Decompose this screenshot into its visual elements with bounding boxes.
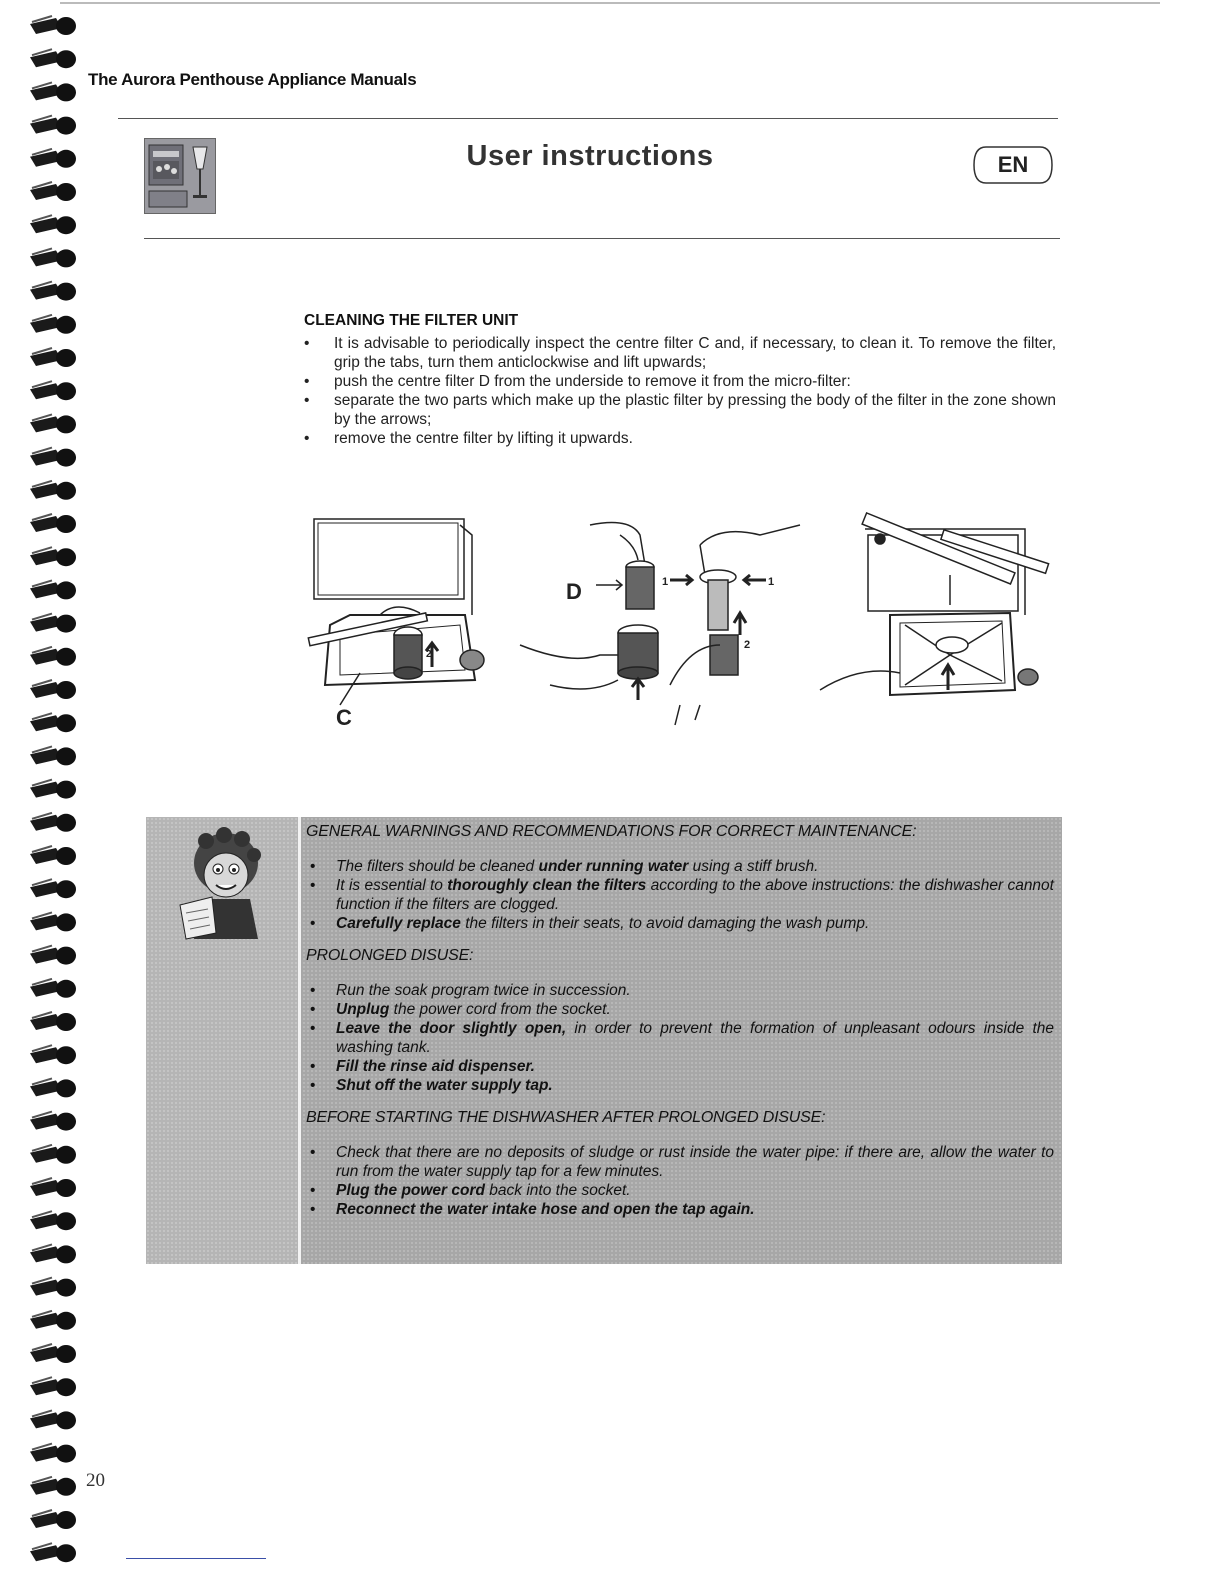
binding-ring-icon: [30, 1311, 76, 1330]
binding-ring-icon: [30, 149, 76, 168]
binding-ring-icon: [30, 713, 76, 732]
language-code: EN: [997, 152, 1029, 177]
binding-ring-icon: [30, 215, 76, 234]
binding-ring-icon: [30, 547, 76, 566]
list-item: • separate the two parts which make up the plastic filter by pressing the body of the filter in the zone shown by the arrows;: [304, 391, 1056, 429]
spiral-binding: [22, 8, 92, 1584]
cleaning-section: [304, 312, 1056, 448]
warnings-sidebar: [146, 817, 301, 1264]
warnings-content: [306, 823, 1054, 1233]
binding-ring-icon: [30, 780, 76, 799]
list-item: • push the centre filter D from the underside to remove it from the micro-filter:: [304, 372, 1056, 391]
list-item: • The filters should be cleaned under running water using a stiff brush.: [306, 857, 1054, 876]
binding-ring-icon: [30, 82, 76, 101]
list-item: • Unplug the power cord from the socket.: [306, 1000, 1054, 1019]
section-heading: CLEANING THE FILTER UNIT: [304, 312, 519, 329]
prolonged-disuse-list: [306, 981, 1054, 1095]
binding-ring-icon: [30, 1078, 76, 1097]
binding-ring-icon: [30, 1510, 76, 1529]
manual-title: The Aurora Penthouse Appliance Manuals: [88, 70, 417, 89]
list-item: • Run the soak program twice in succession.: [306, 981, 1054, 1000]
binding-ring-icon: [30, 514, 76, 533]
binding-ring-icon: [30, 1344, 76, 1363]
binding-ring-icon: [30, 381, 76, 400]
binding-ring-icon: [30, 49, 76, 68]
binding-ring-icon: [30, 647, 76, 666]
list-item: • Plug the power cord back into the socket.: [306, 1181, 1054, 1200]
binding-ring-icon: [30, 813, 76, 832]
binding-rings-icon: [22, 8, 92, 1584]
title-divider: [144, 238, 1060, 239]
top-rule: [60, 2, 1160, 4]
binding-ring-icon: [30, 1543, 76, 1562]
label-c: C: [336, 705, 352, 730]
binding-ring-icon: [30, 1444, 76, 1463]
list-item: • Reconnect the water intake hose and open the tap again.: [306, 1200, 1054, 1219]
binding-ring-icon: [30, 315, 76, 334]
binding-ring-icon: [30, 1244, 76, 1263]
binding-ring-icon: [30, 846, 76, 865]
footer-link-line: [126, 1558, 266, 1559]
label-step-1b: 1: [768, 576, 775, 588]
label-step-2b: 2: [426, 649, 432, 660]
binding-ring-icon: [30, 182, 76, 201]
list-item: • It is essential to thoroughly clean the filters according to the above instructions: the dishwasher cannot function if the filters are clogged.: [306, 876, 1054, 914]
header-divider: [118, 118, 1058, 119]
binding-ring-icon: [30, 680, 76, 699]
binding-ring-icon: [30, 746, 76, 765]
binding-ring-icon: [30, 1012, 76, 1031]
binding-ring-icon: [30, 979, 76, 998]
general-warnings-list: [306, 857, 1054, 933]
binding-ring-icon: [30, 248, 76, 267]
list-item: • Check that there are no deposits of sludge or rust inside the water pipe: if there are, allow the water to run from the water supply tap for a few minutes.: [306, 1143, 1054, 1181]
binding-ring-icon: [30, 448, 76, 467]
before-starting-list: [306, 1143, 1054, 1219]
panel-filter-c: [308, 519, 484, 705]
binding-ring-icon: [30, 282, 76, 301]
binding-ring-icon: [30, 481, 76, 500]
label-step-2a: 2: [744, 639, 751, 651]
instruction-list: [304, 334, 1056, 448]
binding-ring-icon: [30, 1477, 76, 1496]
page-number: 20: [86, 1470, 105, 1491]
maintenance-warnings-box: [146, 817, 1062, 1264]
binding-ring-icon: [30, 1278, 76, 1297]
binding-ring-icon: [30, 1145, 76, 1164]
binding-ring-icon: [30, 1045, 76, 1064]
label-d: D: [566, 579, 582, 604]
binding-ring-icon: [30, 1377, 76, 1396]
general-warnings-heading: GENERAL WARNINGS AND RECOMMENDATIONS FOR CORRECT MAINTENANCE:: [306, 823, 917, 840]
list-item: • Carefully replace the filters in their seats, to avoid damaging the wash pump.: [306, 914, 1054, 933]
binding-ring-icon: [30, 946, 76, 965]
list-item: • remove the centre filter by lifting it upwards.: [304, 429, 1056, 448]
binding-ring-icon: [30, 1112, 76, 1131]
list-item: • It is advisable to periodically inspect the centre filter C and, if necessary, to clean it. To remove the filter, grip the tabs, turn them anticlockwise and lift upwards;: [304, 334, 1056, 372]
label-step-1a: 1: [662, 576, 669, 588]
language-badge: [972, 144, 1054, 186]
prolonged-disuse-heading: PROLONGED DISUSE:: [306, 947, 474, 964]
list-item: • Leave the door slightly open, in order to prevent the formation of unpleasant odours inside the washing tank.: [306, 1019, 1054, 1057]
list-item: • Shut off the water supply tap.: [306, 1076, 1054, 1095]
binding-ring-icon: [30, 1178, 76, 1197]
binding-ring-icon: [30, 912, 76, 931]
binding-ring-icon: [30, 16, 76, 35]
binding-ring-icon: [30, 348, 76, 367]
before-starting-heading: BEFORE STARTING THE DISHWASHER AFTER PROLONGED DISUSE:: [306, 1109, 826, 1126]
binding-ring-icon: [30, 414, 76, 433]
binding-ring-icon: [30, 879, 76, 898]
binding-ring-icon: [30, 614, 76, 633]
filter-illustration: [300, 505, 1060, 735]
panel-filter-base: [820, 513, 1049, 695]
list-item: • Fill the rinse aid dispenser.: [306, 1057, 1054, 1076]
dishwasher-icon: [144, 138, 216, 214]
filter-removal-diagram: [300, 505, 1060, 735]
binding-ring-icon: [30, 580, 76, 599]
page-title: User instructions: [466, 140, 714, 172]
panel-filter-d: [520, 523, 800, 725]
mascot-character-icon: [176, 827, 270, 943]
binding-ring-icon: [30, 1410, 76, 1429]
binding-ring-icon: [30, 116, 76, 135]
binding-ring-icon: [30, 1211, 76, 1230]
